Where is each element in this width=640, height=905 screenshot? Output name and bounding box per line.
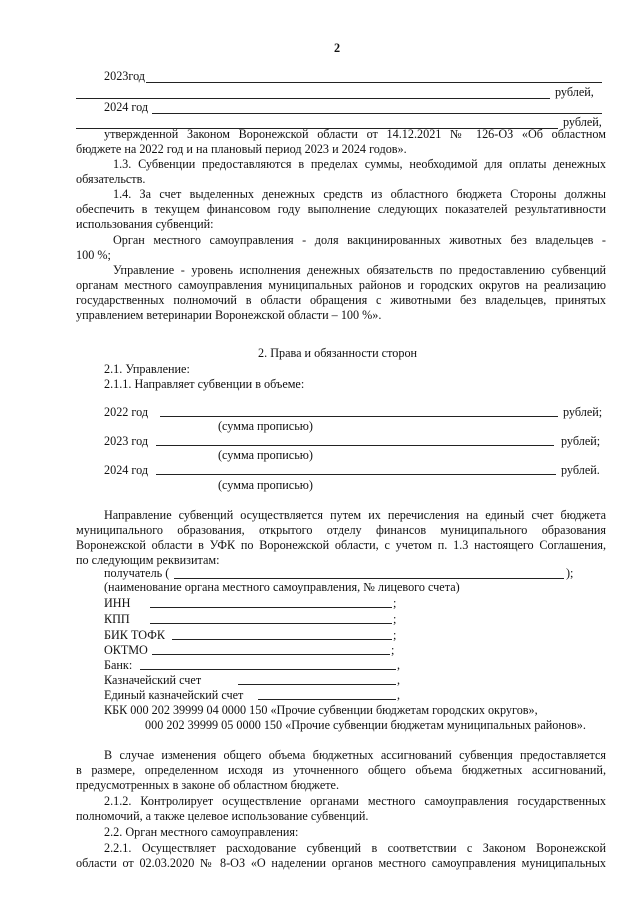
indicator2-line-2: органам местного самоуправления муниципальных районов и городских округов на реализацию bbox=[76, 278, 606, 292]
oktmo-field[interactable] bbox=[152, 654, 390, 655]
page-number: 2 bbox=[334, 41, 341, 55]
amount-end-2022: рублей; bbox=[563, 405, 603, 419]
transfer-line-3: Воронежской области в УФК по Воронежской области, с учетом п. 1.3 настоящего Соглашения, bbox=[76, 538, 606, 552]
bik-end: ; bbox=[393, 628, 397, 642]
transfer-line-4: по следующим реквизитам: bbox=[76, 553, 220, 567]
recipient-label: получатель ( bbox=[104, 566, 170, 580]
p13-line-1: 1.3. Субвенции предоставляются в пределах суммы, необходимой для оплаты денежных bbox=[113, 157, 606, 171]
bank-end: , bbox=[397, 658, 401, 672]
inn-label: ИНН bbox=[104, 596, 131, 610]
inn-field[interactable] bbox=[150, 607, 392, 608]
amount-note-2022: (сумма прописью) bbox=[218, 419, 313, 433]
s2-1-1-label: 2.1.1. Направляет субвенции в объеме: bbox=[104, 377, 305, 391]
rub-label-1: рублей, bbox=[555, 85, 594, 99]
amount-2023-line[interactable] bbox=[146, 82, 602, 83]
transfer-line-1: Направление субвенций осуществляется путем их перечисления на единый счет бюджета bbox=[104, 508, 606, 522]
change-line-2: в размере, определенном исходя из уточненного общего объема бюджетных ассигнований, bbox=[76, 763, 606, 777]
year-2024-label: 2024 год bbox=[104, 100, 149, 114]
s2-1-label: 2.1. Управление: bbox=[104, 362, 190, 376]
s2-2-label: 2.2. Орган местного самоуправления: bbox=[104, 825, 299, 839]
p14-line-3: использования субвенций: bbox=[76, 217, 214, 231]
s2-2-1-line-1: 2.2.1. Осуществляет расходование субвенций в соответствии с Законом Воронежской bbox=[104, 841, 606, 855]
bik-field[interactable] bbox=[172, 639, 392, 640]
recipient-end: ); bbox=[566, 566, 574, 580]
p14-line-2: обеспечить в текущем финансовом году выполнение следующих показателей результативности bbox=[76, 202, 606, 216]
amount-year-2023: 2023 год bbox=[104, 434, 149, 448]
p14-line-1: 1.4. За счет выделенных денежных средств из областного бюджета Стороны должны bbox=[113, 187, 606, 201]
single-treasury-end: , bbox=[397, 688, 401, 702]
transfer-line-2: муниципального образования, открытого отделу финансов муниципального образования bbox=[76, 523, 606, 537]
indicator2-line-1: Управление - уровень исполнения денежных обязательств по предоставлению субвенций bbox=[113, 263, 606, 277]
recipient-field[interactable] bbox=[174, 578, 564, 579]
single-treasury-label: Единый казначейский счет bbox=[104, 688, 244, 702]
law-line-2: бюджете на 2022 год и на плановый период 2023 и 2024 годов». bbox=[76, 142, 407, 156]
bik-label: БИК ТОФК bbox=[104, 628, 165, 642]
kbk-line-2: 000 202 39999 05 0000 150 «Прочие субвенции бюджетам муниципальных районов». bbox=[145, 718, 586, 732]
oktmo-label: ОКТМО bbox=[104, 643, 148, 657]
bank-field[interactable] bbox=[140, 669, 396, 670]
kpp-label: КПП bbox=[104, 612, 130, 626]
kpp-end: ; bbox=[393, 612, 397, 626]
p13-line-2: обязательств. bbox=[76, 172, 146, 186]
treasury-label: Казначейский счет bbox=[104, 673, 202, 687]
amount-2022-field[interactable] bbox=[160, 416, 558, 417]
amount-2024-field[interactable] bbox=[156, 474, 556, 475]
treasury-field[interactable] bbox=[238, 684, 396, 685]
amount-2024-line[interactable] bbox=[152, 113, 602, 114]
kbk-line-1: КБК 000 202 39999 04 0000 150 «Прочие субвенции бюджетам городских округов», bbox=[104, 703, 538, 717]
indicator1-line-2: 100 %; bbox=[76, 248, 111, 262]
amount-end-2023: рублей; bbox=[561, 434, 601, 448]
indicator1-line-1: Орган местного самоуправления - доля вакцинированных животных без владельцев - bbox=[113, 233, 606, 247]
law-line-1: утвержденной Законом Воронежской области от 14.12.2021 № 126-ОЗ «Об областном bbox=[104, 127, 606, 141]
year-2023-label: 2023год bbox=[104, 69, 146, 83]
amount-2023-line-2[interactable] bbox=[76, 98, 550, 99]
bank-label: Банк: bbox=[104, 658, 133, 672]
rub-label-2: рублей, bbox=[563, 115, 602, 129]
amount-note-2024: (сумма прописью) bbox=[218, 478, 313, 492]
oktmo-end: ; bbox=[391, 643, 395, 657]
indicator2-line-3: государственных полномочий в области обращения с животными без владельцев, принятых bbox=[76, 293, 606, 307]
amount-note-2023: (сумма прописью) bbox=[218, 448, 313, 462]
single-treasury-field[interactable] bbox=[258, 699, 396, 700]
amount-2023-field[interactable] bbox=[156, 445, 554, 446]
inn-end: ; bbox=[393, 596, 397, 610]
s2-2-1-line-2: области от 02.03.2020 № 8-ОЗ «О наделении органов местного самоуправления муниципальных bbox=[76, 856, 606, 870]
section-title: 2. Права и обязанности сторон bbox=[258, 346, 418, 360]
change-line-3: предусмотренных в законе об областном бюджете. bbox=[76, 778, 340, 792]
s2-1-2-line-1: 2.1.2. Контролирует осуществление органами местного самоуправления государственных bbox=[104, 794, 606, 808]
recipient-note: (наименование органа местного самоуправления, № лицевого счета) bbox=[104, 580, 460, 594]
treasury-end: , bbox=[397, 673, 401, 687]
amount-year-2024: 2024 год bbox=[104, 463, 149, 477]
amount-end-2024: рублей. bbox=[561, 463, 600, 477]
kpp-field[interactable] bbox=[150, 623, 392, 624]
amount-year-2022: 2022 год bbox=[104, 405, 149, 419]
indicator2-line-4: управлением ветеринарии Воронежской области – 100 %». bbox=[76, 308, 382, 322]
change-line-1: В случае изменения общего объема бюджетных ассигнований субвенция предоставляется bbox=[104, 748, 606, 762]
s2-1-2-line-2: полномочий, а также целевое использование субвенций. bbox=[76, 809, 369, 823]
